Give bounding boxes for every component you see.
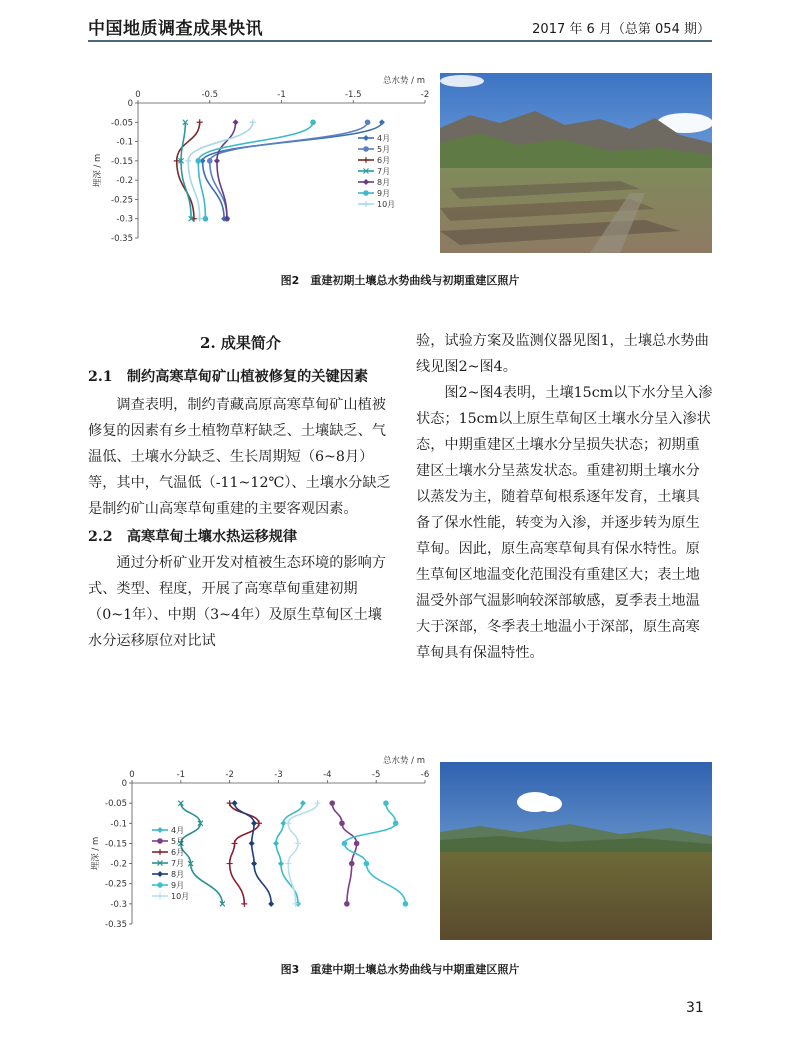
y-tick-label: -0.25 [105,879,127,890]
header-divider [88,40,712,42]
legend-marker [363,135,369,141]
data-point [197,216,203,222]
legend-marker [363,157,369,163]
paragraph-2-1: 调查表明，制约青藏高原高寒草甸矿山植被修复的因素有乡土植物草籽缺乏、土壤缺乏、气温低、土壤水分缺乏、生长周期短（6~8月）等，其中，气温低（-11~12℃）、土壤水分缺乏是制约矿山高寒草甸重建的主要客观因素。 [88,397,391,517]
legend-label: 8月 [171,870,185,879]
data-point [197,119,203,125]
data-point [354,841,360,847]
x-tick-label: -1 [176,770,186,780]
y-axis-label: 埋深 / m [93,153,103,188]
data-point [403,901,409,907]
data-point [251,820,257,826]
fig3-chart [88,756,438,942]
data-point [379,119,385,125]
data-point [315,800,321,806]
data-point [365,119,371,125]
subsection-2-1: 2.1 制约高寒草甸矿山植被修复的关键因素 [88,369,369,385]
data-point [344,901,350,907]
data-point [232,800,238,806]
journal-title: 中国地质调查成果快讯 [88,19,263,39]
y-axis-label: 埋深 / m [91,836,101,871]
data-point [300,800,306,806]
legend-label: 5月 [171,837,185,846]
legend-label: 7月 [377,167,391,176]
x-tick-label: 0 [129,770,135,780]
data-point [241,901,247,907]
data-point [214,158,220,164]
y-tick-label: -0.35 [111,234,133,244]
right-column [416,328,713,666]
data-point [310,119,316,125]
series-line-1 [276,803,303,904]
legend-label: 7月 [171,859,185,868]
legend-label: 6月 [377,156,391,165]
series-line-4 [181,122,191,218]
y-tick-label: -0.1 [116,137,133,148]
x-tick-label: -4 [323,770,332,780]
x-tick-label: -2 [420,90,430,100]
legend-label: 4月 [171,826,185,835]
y-tick-label: -0.15 [105,839,127,850]
page-number: 31 [686,1000,704,1016]
y-tick-label: -0.3 [116,214,133,225]
legend-marker [363,179,369,185]
series-line-6 [344,803,405,904]
y-tick-label: -0.35 [105,920,127,930]
legend-label: 8月 [377,178,391,187]
data-point [339,820,345,826]
x-axis-label: 总水势 / m [382,756,425,766]
legend-label: 10月 [377,200,396,209]
paragraph-2-2-cont: 验，试验方案及监测仪器见图1，土壤总水势曲线见图2~图4。 [416,333,709,375]
legend-label: 6月 [171,848,185,857]
series-line-2 [332,803,356,904]
subsection-2-2: 2.2 高寒草甸土壤水热运移规律 [88,529,298,545]
data-point [249,840,255,846]
data-point [227,861,233,867]
y-tick-label: -0.05 [111,118,133,129]
issue-info: 2017 年 6 月（总第 054 期） [532,22,710,37]
x-tick-label: -1 [277,90,286,100]
data-point [295,840,301,846]
fig2-photo [440,73,712,253]
paragraph-2-2: 通过分析矿业开发对植被生态环境的影响方式、类型、程度，开展了高寒草甸重建初期（0~1年）、中期（3~4年）及原生草甸区土壤水分运移原位对比试 [88,555,386,649]
legend-marker [157,893,163,899]
fig3-photo [440,762,712,940]
data-point [285,861,291,867]
y-tick-label: 0 [127,99,133,109]
data-point [383,800,389,806]
fig2-chart [88,70,438,250]
data-point [393,820,399,826]
data-point [251,861,257,867]
legend-marker [157,882,163,888]
legend-marker [363,146,369,152]
x-tick-label: -0.5 [201,90,219,100]
left-column [88,330,393,654]
data-point [232,840,238,846]
series-line-6 [198,122,313,218]
fig2-caption: 图2 重建初期土壤总水势曲线与初期重建区照片 [280,274,520,287]
x-tick-label: -1.5 [344,90,362,100]
data-point [364,861,370,867]
series-line-1 [203,122,382,218]
series-line-4 [181,803,223,904]
legend-marker [157,871,163,877]
data-point [233,119,239,125]
paragraph-results: 图2~图4表明，土壤15cm以下水分呈入渗状态；15cm以上原生草甸区土壤水分呈入渗状态，中期重建区土壤水分呈损失状态；初期重建区土壤水分呈蒸发状态。重建初期土壤水分以蒸发为主，随着草甸根系逐年发育，土壤具备了保水性能，转变为入渗，并逐步转为原生草甸。因此，原生高寒草甸具有保水特性。原生草甸区地温变化范围没有重建区大；表土地温受外部气温影响较深部敏感，夏季表土地温大于深部，冬季表土地温小于深部，原生高寒草甸具有保温特性。 [416,385,713,661]
x-tick-label: 0 [135,90,141,100]
legend-label: 5月 [377,145,391,154]
legend-marker [363,190,369,196]
data-point [207,158,213,164]
series-line-3 [230,803,259,904]
data-point [342,841,348,847]
legend-label: 9月 [377,189,391,198]
legend-label: 9月 [171,881,185,890]
legend-label: 4月 [377,134,391,143]
data-point [203,216,209,222]
legend-marker [157,838,163,844]
data-point [195,158,201,164]
y-tick-label: -0.25 [111,195,133,206]
y-tick-label: -0.2 [110,859,127,870]
data-point [185,158,191,164]
section-title: 2. 成果简介 [200,334,281,352]
x-tick-label: -3 [274,770,283,780]
x-tick-label: -2 [225,770,234,780]
legend-marker [157,827,163,833]
y-tick-label: -0.2 [116,176,133,187]
legend-marker [157,849,163,855]
y-tick-label: -0.3 [110,899,127,910]
fig3-caption: 图3 重建中期土壤总水势曲线与中期重建区照片 [280,963,520,976]
fig3-chart-svg [88,756,438,942]
fig2-chart-svg [88,70,438,250]
y-tick-label: 0 [121,779,127,789]
legend-marker [363,201,369,207]
data-point [285,820,291,826]
data-point [268,901,274,907]
data-point [278,861,284,867]
legend-label: 10月 [171,892,190,901]
y-tick-label: -0.15 [111,156,133,167]
x-axis-label: 总水势 / m [382,76,425,86]
y-tick-label: -0.05 [105,799,127,810]
data-point [349,861,355,867]
x-tick-label: -5 [371,770,381,780]
data-point [329,800,335,806]
x-tick-label: -6 [420,770,430,780]
data-point [250,119,256,125]
y-tick-label: -0.1 [110,819,127,830]
data-point [273,840,279,846]
series-line-5 [217,122,236,218]
